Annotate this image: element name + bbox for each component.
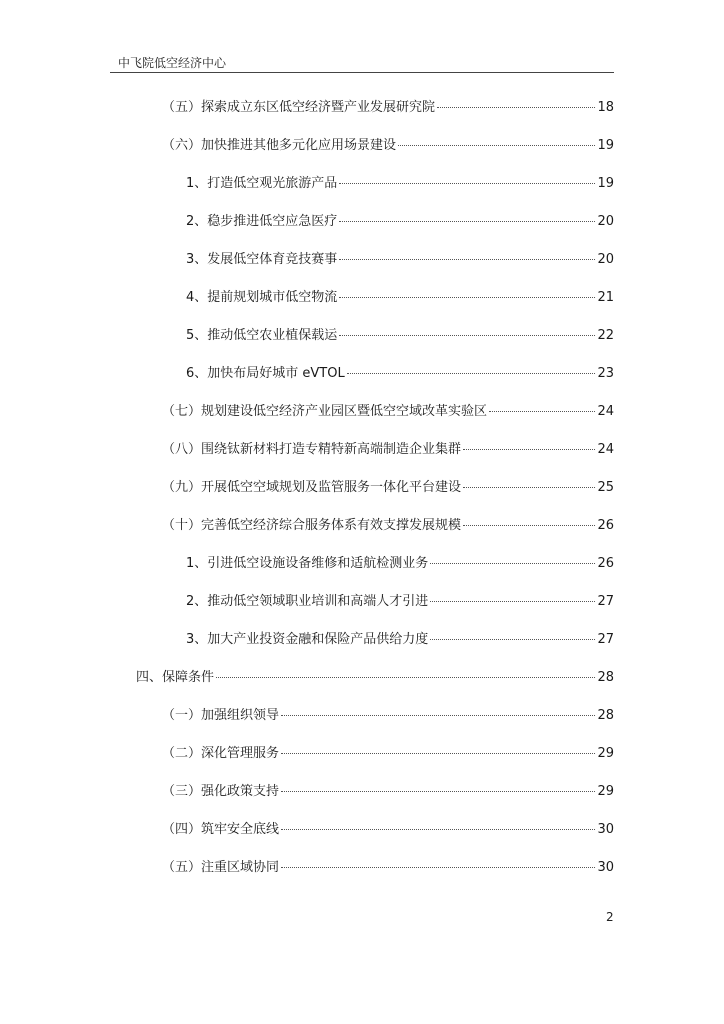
toc-entry[interactable] — [162, 404, 614, 420]
toc-dot-leader — [216, 677, 595, 678]
toc-entry[interactable] — [162, 442, 614, 458]
running-header: 中飞院低空经济中心 — [118, 56, 227, 70]
toc-dot-leader — [430, 639, 595, 640]
toc-entry-page: 27 — [597, 594, 614, 609]
toc-entry-label: 2、稳步推进低空应急医疗 — [186, 214, 338, 229]
toc-entry[interactable] — [186, 366, 614, 382]
toc-entry[interactable] — [136, 670, 614, 686]
toc-entry-page: 24 — [597, 404, 614, 419]
toc-entry-page: 29 — [597, 784, 614, 799]
toc-entry-label: （七）规划建设低空经济产业园区暨低空空域改革实验区 — [162, 404, 488, 419]
toc-entry[interactable] — [162, 784, 614, 800]
toc-entry-label: 3、加大产业投资金融和保险产品供给力度 — [186, 632, 429, 647]
toc-entry[interactable] — [186, 176, 614, 192]
toc-entry[interactable] — [162, 860, 614, 876]
toc-dot-leader — [398, 145, 595, 146]
toc-entry-page: 22 — [597, 328, 614, 343]
toc-entry-page: 23 — [597, 366, 614, 381]
toc-dot-leader — [463, 487, 595, 488]
toc-dot-leader — [347, 373, 596, 374]
toc-entry[interactable] — [186, 252, 614, 268]
toc-entry-page: 27 — [597, 632, 614, 647]
toc-entry-page: 29 — [597, 746, 614, 761]
toc-entry-label: （五）探索成立东区低空经济暨产业发展研究院 — [162, 100, 436, 115]
toc-dot-leader — [339, 221, 595, 222]
toc-dot-leader — [437, 107, 595, 108]
toc-dot-leader — [281, 753, 595, 754]
toc-entry-page: 18 — [597, 100, 614, 115]
header-divider — [110, 72, 614, 73]
toc-entry-page: 25 — [597, 480, 614, 495]
toc-entry-label: 四、保障条件 — [136, 670, 215, 685]
toc-entry[interactable] — [186, 214, 614, 230]
toc-dot-leader — [463, 525, 595, 526]
toc-entry-page: 24 — [597, 442, 614, 457]
toc-entry-page: 20 — [597, 252, 614, 267]
toc-entry-label: （四）筑牢安全底线 — [162, 822, 280, 837]
toc-entry-label: （六）加快推进其他多元化应用场景建设 — [162, 138, 397, 153]
toc-entry-label: 2、推动低空领域职业培训和高端人才引进 — [186, 594, 429, 609]
toc-entry-page: 20 — [597, 214, 614, 229]
toc-entry-page: 28 — [597, 708, 614, 723]
toc-entry[interactable] — [186, 290, 614, 306]
toc-entry-label: 4、提前规划城市低空物流 — [186, 290, 338, 305]
toc-entry-label: （一）加强组织领导 — [162, 708, 280, 723]
toc-entry-label: （三）强化政策支持 — [162, 784, 280, 799]
toc-entry[interactable] — [162, 138, 614, 154]
toc-entry-label: 5、推动低空农业植保载运 — [186, 328, 338, 343]
toc-entry-page: 28 — [597, 670, 614, 685]
toc-entry[interactable] — [162, 708, 614, 724]
toc-entry-page: 21 — [597, 290, 614, 305]
toc-entry[interactable] — [186, 328, 614, 344]
toc-dot-leader — [281, 791, 595, 792]
toc-dot-leader — [339, 183, 595, 184]
toc-dot-leader — [339, 259, 595, 260]
toc-entry-label: （十）完善低空经济综合服务体系有效支撑发展规模 — [162, 518, 462, 533]
toc-entry[interactable] — [162, 100, 614, 116]
toc-dot-leader — [281, 715, 595, 716]
toc-entry[interactable] — [186, 556, 614, 572]
toc-dot-leader — [281, 867, 595, 868]
toc-entry-page: 26 — [597, 518, 614, 533]
toc-entry-page: 26 — [597, 556, 614, 571]
toc-entry-page: 30 — [597, 822, 614, 837]
toc-entry-label: （五）注重区域协同 — [162, 860, 280, 875]
toc-entry-label: 1、打造低空观光旅游产品 — [186, 176, 338, 191]
toc-entry-page: 30 — [597, 860, 614, 875]
toc-dot-leader — [463, 449, 595, 450]
toc-entry-label: （八）围绕钛新材料打造专精特新高端制造企业集群 — [162, 442, 462, 457]
page-number: 2 — [606, 910, 614, 924]
toc-dot-leader — [339, 297, 595, 298]
toc-entry-label: 6、加快布局好城市 eVTOL — [186, 366, 345, 381]
toc-entry-label: （九）开展低空空域规划及监管服务一体化平台建设 — [162, 480, 462, 495]
toc-entry-page: 19 — [597, 138, 614, 153]
toc-entry[interactable] — [162, 518, 614, 534]
toc-dot-leader — [339, 335, 595, 336]
toc-entry[interactable] — [186, 594, 614, 610]
toc-dot-leader — [430, 563, 595, 564]
toc-entry-page: 19 — [597, 176, 614, 191]
toc-dot-leader — [430, 601, 595, 602]
toc-entry-label: （二）深化管理服务 — [162, 746, 280, 761]
toc-dot-leader — [489, 411, 595, 412]
toc-entry[interactable] — [162, 746, 614, 762]
toc-entry[interactable] — [162, 822, 614, 838]
toc-entry[interactable] — [162, 480, 614, 496]
toc-entry-label: 3、发展低空体育竞技赛事 — [186, 252, 338, 267]
toc-dot-leader — [281, 829, 595, 830]
toc-entry[interactable] — [186, 632, 614, 648]
toc-entry-label: 1、引进低空设施设备维修和适航检测业务 — [186, 556, 429, 571]
